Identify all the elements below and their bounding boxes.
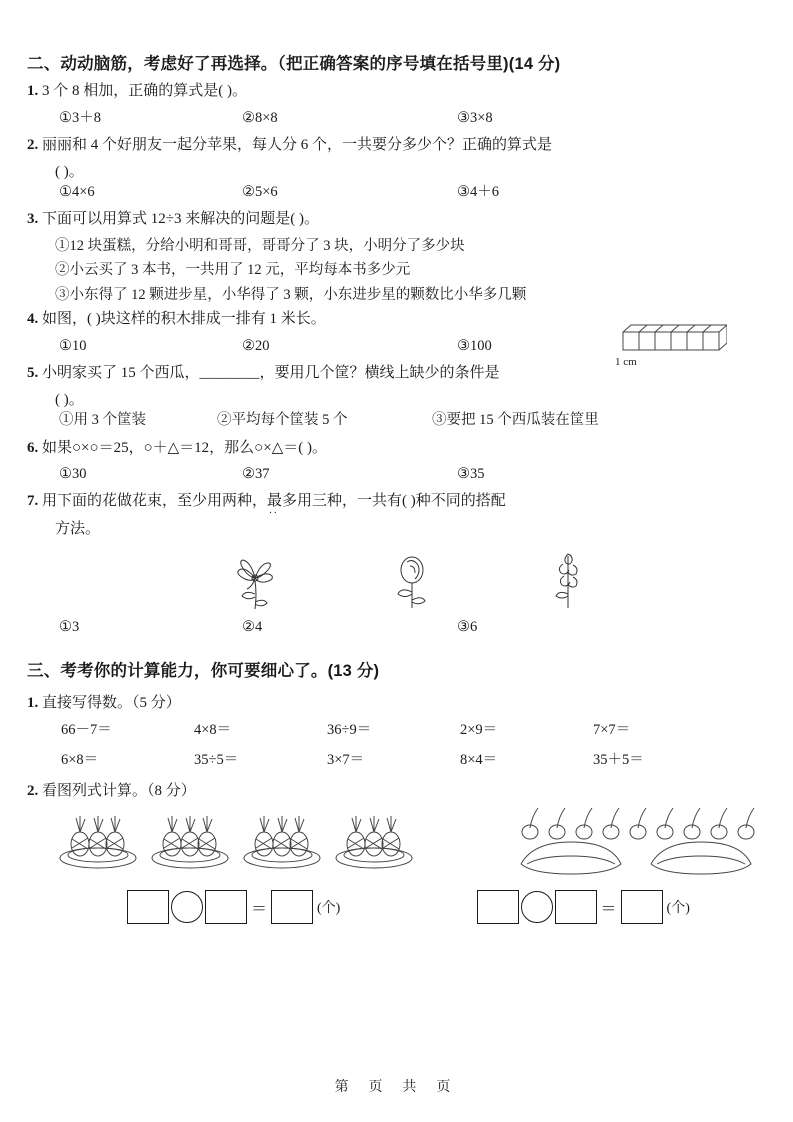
calc-row-2 xyxy=(27,748,767,769)
answer-box[interactable] xyxy=(127,890,169,924)
section-3-q1-title: 直接写得数。（5 分） xyxy=(42,695,181,712)
question-3-text: 下面可以用算式 12÷3 来解决的问题是( )。 xyxy=(42,211,319,228)
question-1-option-2[interactable]: ②8×8 xyxy=(242,109,278,126)
question-6-option-3[interactable]: ③35 xyxy=(457,466,485,483)
question-2-options xyxy=(27,181,767,204)
worksheet-content xyxy=(27,50,767,924)
unit-label-left: (个) xyxy=(317,901,341,917)
equals-sign: ＝ xyxy=(600,900,617,918)
calc-item[interactable]: 35÷5＝ xyxy=(194,752,239,769)
operator-circle[interactable] xyxy=(521,891,553,923)
calc-item[interactable]: 35＋5＝ xyxy=(593,752,644,769)
block-prism-icon xyxy=(615,322,727,352)
page-footer: 第 页 共 页 xyxy=(334,1078,459,1094)
flower-illustrations xyxy=(27,548,767,612)
calc-item[interactable]: 8×4＝ xyxy=(460,752,498,769)
question-4-option-2[interactable]: ②20 xyxy=(242,337,270,354)
section-3-q1-number: 1. xyxy=(27,695,39,712)
answer-equation-right xyxy=(477,890,767,924)
section-3-q2-number: 2. xyxy=(27,783,39,800)
question-4-text: 如图，( )块这样的积木排成一排有 1 米长。 xyxy=(42,311,326,328)
question-7-option-1[interactable]: ①3 xyxy=(59,618,80,635)
answer-box[interactable] xyxy=(621,890,663,924)
question-2-option-2[interactable]: ②5×6 xyxy=(242,184,278,201)
question-3-number: 3. xyxy=(27,211,39,228)
calc-item[interactable]: 36÷9＝ xyxy=(327,722,372,739)
question-6-option-1[interactable]: ①30 xyxy=(59,466,87,483)
pineapple-plate-icon xyxy=(147,806,233,872)
melon-icon xyxy=(517,836,625,878)
pineapple-plate-icon xyxy=(331,806,417,872)
question-2 xyxy=(27,134,767,157)
question-2-option-3[interactable]: ③4＋6 xyxy=(457,184,499,201)
question-7 xyxy=(27,490,767,513)
unit-label-right: (个) xyxy=(666,901,690,917)
pineapple-plates-group xyxy=(55,806,417,878)
calc-item[interactable]: 66－7＝ xyxy=(61,722,112,739)
answer-box[interactable] xyxy=(205,890,247,924)
question-6 xyxy=(27,437,767,460)
question-2-number: 2. xyxy=(27,136,39,153)
calc-item[interactable]: 7×7＝ xyxy=(593,722,631,739)
cherry-icon xyxy=(517,806,543,840)
answer-equation-left xyxy=(127,890,447,924)
question-6-options xyxy=(27,463,767,486)
melon-scene xyxy=(511,806,759,878)
pineapple-plate-icon xyxy=(55,806,141,872)
question-1-options xyxy=(27,107,767,130)
question-5-number: 5. xyxy=(27,364,39,381)
calc-item[interactable]: 4×8＝ xyxy=(194,722,232,739)
question-5-option-3[interactable]: ③要把 15 个西瓜装在筐里 xyxy=(432,412,599,429)
answer-box[interactable] xyxy=(477,890,519,924)
question-3 xyxy=(27,208,767,231)
question-3-option-1[interactable]: ①12 块蛋糕，分给小明和哥哥，哥哥分了 3 块，小明分了多少块 xyxy=(55,237,465,254)
question-5-options xyxy=(27,409,767,432)
cherry-row xyxy=(517,806,759,840)
picture-problems xyxy=(27,806,767,878)
section-2-title: 二、动动脑筋，考虑好了再选择。（把正确答案的序号填在括号里)(14 分) xyxy=(27,55,561,73)
cherry-icon xyxy=(679,806,705,840)
question-7-option-2[interactable]: ②4 xyxy=(242,618,263,635)
question-7-text-line2: 方法。 xyxy=(55,520,101,537)
cherry-icon xyxy=(706,806,732,840)
question-2-option-1[interactable]: ①4×6 xyxy=(59,184,95,201)
cherry-icon xyxy=(598,806,624,840)
cherry-icon xyxy=(652,806,678,840)
question-6-number: 6. xyxy=(27,439,39,456)
question-2-text: 丽丽和 4 个好朋友一起分苹果，每人分 6 个，一共要分多少个？正确的算式是 xyxy=(42,136,553,153)
question-5-text: 小明家买了 15 个西瓜，________，要用几个筐？横线上缺少的条件是 xyxy=(42,364,500,381)
question-5-option-2[interactable]: ②平均每个筐装 5 个 xyxy=(217,412,348,429)
question-1-option-1[interactable]: ①3＋8 xyxy=(59,109,101,126)
question-3-option-2[interactable]: ②小云买了 3 本书，一共用了 12 元，平均每本书多少元 xyxy=(55,262,411,279)
question-1-option-3[interactable]: ③3×8 xyxy=(457,109,493,126)
section-3-q2-title: 看图列式计算。（8 分） xyxy=(42,783,196,800)
question-1-text: 3 个 8 相加，正确的算式是( )。 xyxy=(42,83,247,99)
cherry-icon xyxy=(544,806,570,840)
operator-circle[interactable] xyxy=(171,891,203,923)
cherry-icon xyxy=(571,806,597,840)
answer-equations xyxy=(27,890,767,924)
cherry-icon xyxy=(625,806,651,840)
answer-box[interactable] xyxy=(271,890,313,924)
question-2-text-line2: ( )。 xyxy=(55,164,84,181)
lily-flower-icon xyxy=(221,548,291,612)
question-1-number: 1. xyxy=(27,83,39,99)
question-7-text: 用下面的花做花束，至少用两种，最多用三种，一共有( )种不同的搭配 .. xyxy=(42,493,506,509)
question-5-text-line2: ( )。 xyxy=(55,392,84,409)
question-7-number: 7. xyxy=(27,493,39,510)
question-3-option-3[interactable]: ③小东得了 12 颗进步星，小华得了 3 颗，小东进步星的颗数比小华多几颗 xyxy=(55,286,527,303)
question-4-number: 4. xyxy=(27,311,39,328)
equals-sign: ＝ xyxy=(251,900,268,918)
question-4-option-1[interactable]: ①10 xyxy=(59,337,87,354)
calc-row-1 xyxy=(27,718,767,739)
question-7-options xyxy=(27,616,767,639)
section-3-title: 三、考考你的计算能力，你可要细心了。(13 分) xyxy=(27,662,380,681)
question-6-text: 如果○×○＝25，○＋△＝12，那么○×△＝( )。 xyxy=(42,439,327,456)
calc-item[interactable]: 3×7＝ xyxy=(327,752,365,769)
answer-box[interactable] xyxy=(555,890,597,924)
rose-flower-icon xyxy=(377,548,447,612)
cherry-icon xyxy=(733,806,759,840)
question-6-option-2[interactable]: ②37 xyxy=(242,466,270,483)
calc-item[interactable]: 2×9＝ xyxy=(460,722,498,739)
calc-item[interactable]: 6×8＝ xyxy=(61,752,99,769)
gladiolus-flower-icon xyxy=(533,548,603,612)
pineapple-plate-icon xyxy=(239,806,325,872)
section-3-q1-heading xyxy=(27,691,767,712)
figure-scale-label: 1 cm xyxy=(615,356,637,368)
question-5-option-1[interactable]: ①用 3 个筐装 xyxy=(59,412,146,429)
melon-row xyxy=(517,836,759,878)
melon-icon xyxy=(647,836,755,878)
question-4-option-3[interactable]: ③100 xyxy=(457,337,492,354)
section-3-q2-heading xyxy=(27,779,767,800)
question-1 xyxy=(27,80,767,103)
question-7-option-3[interactable]: ③6 xyxy=(457,618,478,635)
question-4-figure xyxy=(615,322,745,368)
